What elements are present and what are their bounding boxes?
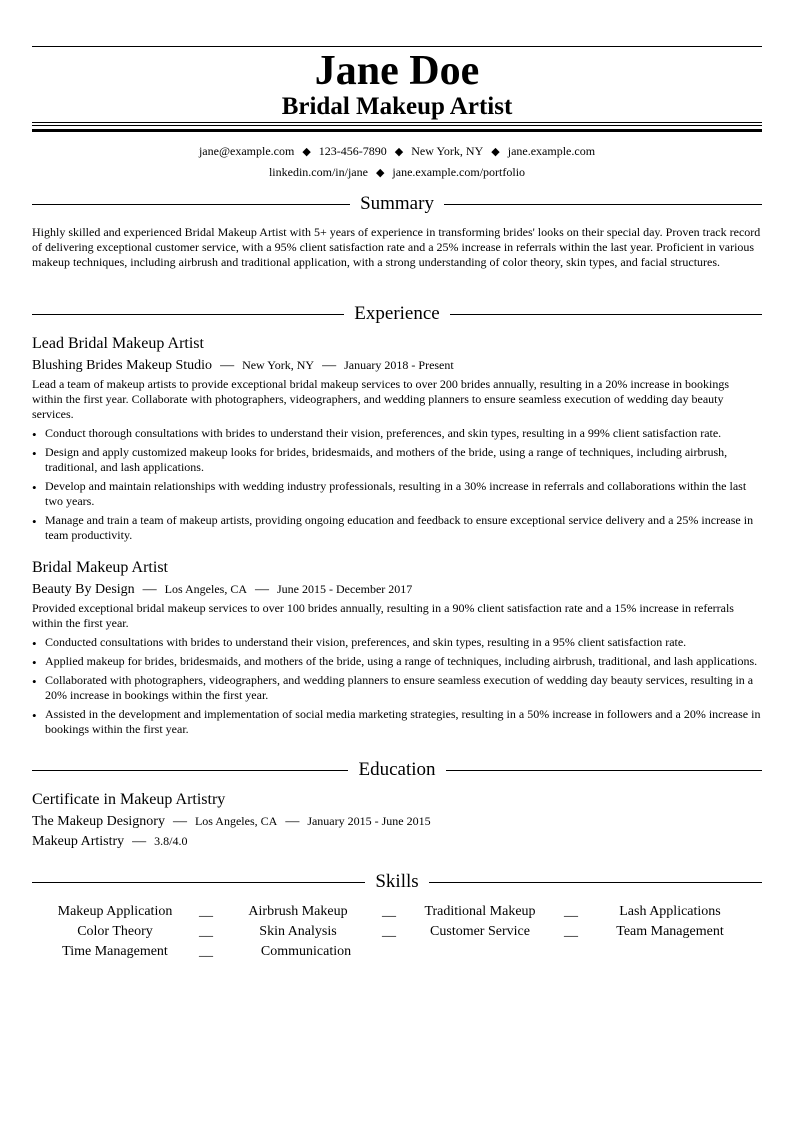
skill-separator: __	[382, 904, 396, 919]
job-location: New York, NY	[242, 358, 315, 372]
header-rule-thick	[32, 129, 762, 132]
skills-row	[32, 922, 762, 942]
dash: —	[285, 814, 300, 829]
job-bullets	[32, 635, 762, 741]
summary-heading	[32, 192, 762, 216]
school-name: The Makeup Designory	[32, 814, 165, 829]
linkedin-link[interactable]: linkedin.com/in/jane	[268, 165, 368, 179]
list-item: • Develop and maintain relationships with wedding industry professionals, resulting in a 30% increase in referrals and collaborations within the last two years.	[32, 479, 762, 509]
diamond-icon: ◆	[375, 167, 385, 179]
dash: —	[255, 582, 269, 597]
header-top-rule	[32, 46, 762, 47]
skill-item: Makeup Application	[57, 904, 173, 919]
diamond-icon: ◆	[491, 146, 500, 158]
location-text: New York, NY	[411, 144, 484, 158]
divider	[429, 882, 762, 883]
job-title: Bridal Makeup Artist	[32, 559, 168, 576]
field-of-study: Makeup Artistry	[32, 834, 125, 849]
school-location: Los Angeles, CA	[194, 814, 278, 828]
list-item: • Assisted in the development and implementation of social media marketing strategies, resulting in a 50% increase in followers and a 20% increase in bookings within the first year.	[32, 707, 762, 737]
section-title: Summary	[360, 193, 434, 214]
diamond-icon: ◆	[302, 146, 311, 158]
degree-title: Certificate in Makeup Artistry	[32, 791, 226, 808]
divider	[446, 770, 762, 771]
skill-item: Time Management	[62, 944, 168, 959]
divider	[32, 204, 350, 205]
job-meta	[32, 356, 762, 375]
skill-item: Lash Applications	[619, 904, 721, 919]
skill-separator: __	[199, 904, 213, 919]
job-location: Los Angeles, CA	[164, 582, 247, 596]
section-title: Experience	[354, 303, 440, 324]
skill-item: Traditional Makeup	[424, 904, 536, 919]
section-title: Education	[358, 759, 436, 780]
divider	[32, 770, 348, 771]
skills-heading	[32, 870, 762, 894]
skill-item: Customer Service	[430, 924, 530, 939]
list-item: • Design and apply customized makeup looks for brides, bridesmaids, and mothers of the bride, using a range of techniques, including airbrush, traditional, and lash applications.	[32, 445, 762, 475]
list-item: • Conducted consultations with brides to understand their vision, preferences, and skin types, resulting in a 95% client satisfaction rate.	[32, 635, 762, 650]
skills-row	[32, 942, 762, 962]
skill-separator: __	[199, 944, 213, 959]
list-item: • Collaborated with photographers, videographers, and wedding planners to ensure seamless execution of wedding day beauty services, resulting in a 20% increase in bookings within the first year.	[32, 673, 762, 703]
summary-text: Highly skilled and experienced Bridal Makeup Artist with 5+ years of experience in transforming brides' looks on their special day. Proven track record of delivering exceptional customer service, with a 95% client satisfaction rate and a 25% increase in referrals within the last year. Proficient in various makeup techniques, including airbrush and traditional application, with a strong understanding of color theory, skin types, and facial structures.	[32, 225, 761, 269]
job-description: Lead a team of makeup artists to provide exceptional bridal makeup services to over 200 brides annually, resulting in a 20% increase in bookings within the first year. Collaborate with photographers, videographers, and wedding planners to ensure seamless execution of wedding day beauty services.	[32, 377, 730, 421]
contact-line-1	[32, 143, 762, 160]
header-rule	[32, 125, 762, 126]
divider	[450, 314, 762, 315]
skill-separator: __	[564, 924, 578, 939]
gpa: 3.8/4.0	[154, 834, 188, 848]
job-dates: June 2015 - December 2017	[277, 582, 413, 596]
list-item: • Applied makeup for brides, bridesmaids, and mothers of the bride, using a range of techniques, including airbrush, traditional, and lash applications.	[32, 654, 762, 669]
list-item: • Manage and train a team of makeup artists, providing ongoing education and feedback to ensure exceptional service delivery and a 25% increase in team productivity.	[32, 513, 762, 543]
job-meta	[32, 580, 762, 599]
skill-item: Communication	[260, 944, 352, 959]
contact-line-2	[32, 164, 762, 181]
education-heading	[32, 758, 762, 782]
email-link[interactable]: jane@example.com	[198, 144, 295, 158]
diamond-icon: ◆	[394, 146, 404, 158]
education-meta	[32, 812, 762, 831]
skills-row	[32, 902, 762, 922]
skill-item: Team Management	[616, 924, 724, 939]
skills-grid	[32, 902, 762, 962]
skill-item: Skin Analysis	[259, 924, 337, 939]
divider	[444, 204, 762, 205]
skill-item: Airbrush Makeup	[248, 904, 348, 919]
company-name: Beauty By Design	[32, 582, 135, 597]
phone-text: 123-456-7890	[318, 144, 387, 158]
candidate-name: Jane Doe	[314, 48, 480, 94]
dash: —	[220, 358, 235, 373]
section-title: Skills	[375, 871, 419, 892]
list-item: • Conduct thorough consultations with brides to understand their vision, preferences, and skin types, resulting in a 99% client satisfaction rate.	[32, 426, 762, 441]
website-link[interactable]: jane.example.com	[507, 144, 596, 158]
skill-separator: __	[564, 904, 578, 919]
divider	[32, 882, 365, 883]
header-rule	[32, 122, 762, 123]
candidate-title: Bridal Makeup Artist	[281, 93, 513, 120]
skill-item: Color Theory	[77, 924, 153, 939]
education-dates: January 2015 - June 2015	[307, 814, 431, 828]
company-name: Blushing Brides Makeup Studio	[32, 358, 213, 373]
job-title: Lead Bridal Makeup Artist	[32, 335, 204, 352]
skill-separator: __	[382, 924, 396, 939]
job-description: Provided exceptional bridal makeup services to over 100 brides annually, resulting in a 90% client satisfaction rate and a 15% increase in referrals within the first year.	[32, 601, 734, 630]
dash: —	[322, 358, 337, 373]
dash: —	[132, 834, 147, 849]
job-bullets	[32, 426, 762, 547]
experience-heading	[32, 302, 762, 326]
portfolio-link[interactable]: jane.example.com/portfolio	[392, 165, 526, 179]
education-field-meta	[32, 832, 762, 851]
divider	[32, 314, 344, 315]
dash: —	[142, 582, 157, 597]
skill-separator: __	[199, 924, 213, 939]
dash: —	[172, 814, 187, 829]
job-dates: January 2018 - Present	[344, 358, 454, 372]
